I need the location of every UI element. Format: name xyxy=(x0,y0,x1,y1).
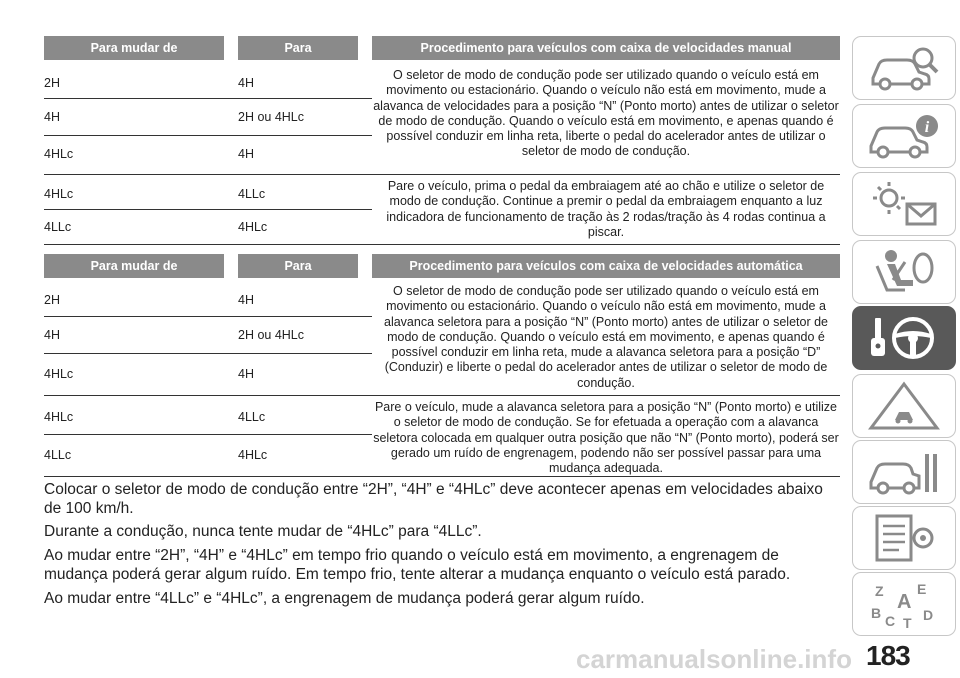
row-divider xyxy=(44,174,840,175)
key-steering-wheel-icon xyxy=(865,312,943,364)
header-procedure: Procedimento para veículos com caixa de velocidades automática xyxy=(372,254,840,278)
table-row-group xyxy=(44,284,840,394)
table-row xyxy=(44,400,372,434)
svg-text:Z: Z xyxy=(875,583,884,599)
table-row xyxy=(44,317,372,353)
to-cell: 2H ou 4HLc xyxy=(238,328,305,342)
from-cell: 4HLc xyxy=(44,187,74,201)
sidebar-tab-index[interactable] xyxy=(852,572,956,636)
sidebar-tab-emergency[interactable] xyxy=(852,374,956,438)
table-row-group xyxy=(44,68,840,172)
from-cell: 4HLc xyxy=(44,147,74,161)
to-cell: 4H xyxy=(238,367,254,381)
paragraph-speed-limit: Colocar o seletor de modo de condução entre “2H”, “4H” e “4HLc” deve acontecer apenas em velocidades abaixo de 100 km/h. xyxy=(44,481,823,517)
from-cell: 2H xyxy=(44,76,60,90)
to-cell: 4H xyxy=(238,76,254,90)
to-cell: 4LLc xyxy=(238,187,266,201)
to-cell: 4LLc xyxy=(238,410,266,424)
sidebar-tab-maintenance[interactable] xyxy=(852,440,956,504)
seat-airbag-icon xyxy=(865,246,943,298)
svg-text:D: D xyxy=(923,607,934,623)
table-row-group xyxy=(44,179,840,244)
table-row xyxy=(44,99,372,135)
alphabet-index-icon xyxy=(865,578,943,630)
paragraph-cold-weather: Ao mudar entre “2H”, “4H” e “4HLc” em tempo frio quando o veículo está em movimento, a engrenagem de mudança poderá gerar algum ruído. Em tempo frio, tente alterar a mudança enquanto o veículo está parado. xyxy=(44,547,791,583)
table-row-group xyxy=(44,400,840,476)
procedure-cell: Pare o veículo, mude a alavanca seletora para a posição “N” (Ponto morto) e utilize o seletor de modo de condução. Se for efetuada a operação com a alavanca seletora colocada em qualquer outra posição que não “N” (Ponto morto), poderá ser gerado um ruído de engrenagem, podendo não ser possível passar para uma mudança adequada. xyxy=(373,400,839,476)
svg-text:C: C xyxy=(885,613,896,629)
procedure-cell: O seletor de modo de condução pode ser utilizado quando o veículo está em movimento ou estacionário. Quando o veículo não está em movimento, mude a alavanca de velocidades para a posição “N” (Ponto morto) antes de utilizar o seletor de modo de condução. Quando o veículo está em movimento, e apenas quando é possível conduzir em linha reta, liberte o pedal do acelerador antes de utilizar o seletor de modo de condução. xyxy=(373,68,839,159)
table-header xyxy=(44,254,840,278)
to-cell: 4HLc xyxy=(238,220,268,234)
sidebar-tab-car-info[interactable] xyxy=(852,104,956,168)
table-bottom-rule xyxy=(44,244,840,245)
table-row xyxy=(44,136,372,172)
from-cell: 2H xyxy=(44,293,60,307)
table-bottom-rule xyxy=(44,476,840,477)
checklist-icon xyxy=(865,512,943,564)
to-cell: 4H xyxy=(238,147,254,161)
table-row xyxy=(44,210,372,244)
from-cell: 4H xyxy=(44,328,60,342)
sidebar-tab-technical-data[interactable] xyxy=(852,506,956,570)
from-cell: 4LLc xyxy=(44,448,72,462)
manual-gearbox-table xyxy=(44,36,840,245)
from-cell: 4H xyxy=(44,110,60,124)
automatic-gearbox-table xyxy=(44,254,840,477)
to-cell: 2H ou 4HLc xyxy=(238,110,305,124)
to-cell: 4H xyxy=(238,293,254,307)
table-row xyxy=(44,284,372,316)
watermark: carmanualsonline.info xyxy=(576,644,852,674)
sidebar-tab-safety[interactable] xyxy=(852,240,956,304)
dashboard-warning-icon xyxy=(865,178,943,230)
sidebar-tab-starting-driving[interactable] xyxy=(852,306,956,370)
car-tools-icon xyxy=(865,446,943,498)
header-to: Para xyxy=(238,36,358,60)
svg-text:T: T xyxy=(903,615,912,630)
svg-text:i: i xyxy=(924,119,930,136)
procedure-cell: O seletor de modo de condução pode ser utilizado quando o veículo está em movimento ou estacionário. Quando o veículo não está em movimento, mude a alavanca seletora para a posição “N” (Ponto morto) antes de utilizar o seletor de modo de condução. Quando o veículo está em movimento, e apenas quando é possível conduzir em linha reta, mude a alavanca seletora para a posição “D” (Conduzir) e liberte o pedal do acelerador antes de utilizar o seletor de modo de condução. xyxy=(384,284,828,390)
car-info-icon xyxy=(865,110,943,162)
from-cell: 4LLc xyxy=(44,220,72,234)
table-row xyxy=(44,435,372,475)
table-row xyxy=(44,354,372,394)
header-from: Para mudar de xyxy=(44,36,224,60)
header-to: Para xyxy=(238,254,358,278)
from-cell: 4HLc xyxy=(44,367,74,381)
svg-text:E: E xyxy=(917,581,927,597)
paragraph-noise: Ao mudar entre “4LLc” e “4HLc”, a engrenagem de mudança poderá gerar algum ruído. xyxy=(44,590,645,607)
road-warning-icon xyxy=(865,380,943,432)
car-search-icon xyxy=(865,42,943,94)
table-row xyxy=(44,179,372,209)
svg-text:A: A xyxy=(897,591,912,613)
sidebar-tab-car-search[interactable] xyxy=(852,36,956,100)
svg-text:B: B xyxy=(871,605,882,621)
procedure-cell: Pare o veículo, prima o pedal da embraiagem até ao chão e utilize o seletor de modo de condução. Continue a premir o pedal da embraiagem enquanto a luz indicadora de funcionamento de tração às 2 rodas/tração às 4 rodas continua a piscar. xyxy=(386,179,826,239)
table-header xyxy=(44,36,840,60)
to-cell: 4HLc xyxy=(238,448,268,462)
header-from: Para mudar de xyxy=(44,254,224,278)
page-number: 183 xyxy=(866,640,910,671)
sidebar-tab-dashboard-warnings[interactable] xyxy=(852,172,956,236)
table-row xyxy=(44,68,372,98)
header-procedure: Procedimento para veículos com caixa de velocidades manual xyxy=(372,36,840,60)
from-cell: 4HLc xyxy=(44,410,74,424)
paragraph-never-shift: Durante a condução, nunca tente mudar de “4HLc” para “4LLc”. xyxy=(44,523,482,540)
row-divider xyxy=(44,395,840,396)
